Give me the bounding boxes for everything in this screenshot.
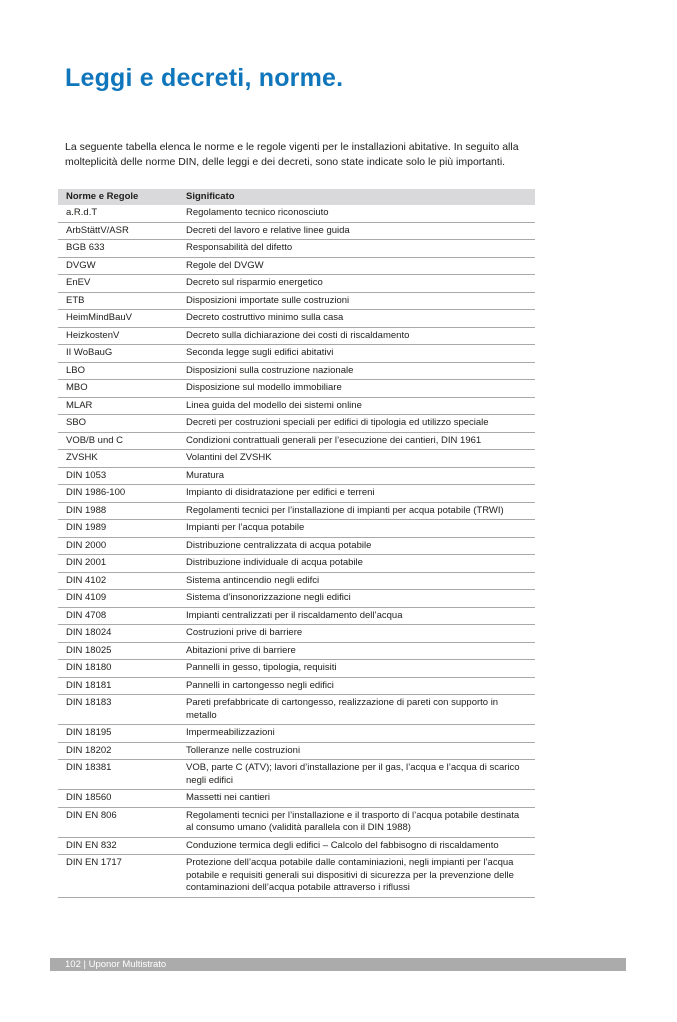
table-row <box>58 695 535 725</box>
norm-code-cell: HeimMindBauV <box>58 310 186 328</box>
norm-code-cell: DIN 4102 <box>58 572 186 590</box>
norm-code-cell: DIN 18560 <box>58 790 186 808</box>
norms-table-header <box>58 189 535 205</box>
norm-meaning-cell: Decreti del lavoro e relative linee guida <box>186 222 535 240</box>
norm-meaning-cell: Disposizioni sulla costruzione nazionale <box>186 362 535 380</box>
table-row <box>58 450 535 468</box>
table-row <box>58 310 535 328</box>
norm-meaning-cell: Impianti per l’acqua potabile <box>186 520 535 538</box>
norm-code-cell: ZVSHK <box>58 450 186 468</box>
norm-meaning-cell: VOB, parte C (ATV); lavori d’installazione per il gas, l’acqua e l’acqua di scarico negli edifici <box>186 760 535 790</box>
table-row <box>58 607 535 625</box>
page-title: Leggi e decreti, norme. <box>65 64 344 92</box>
norm-meaning-cell: Sistema antincendio negli edifci <box>186 572 535 590</box>
norm-meaning-cell: Decreto costruttivo minimo sulla casa <box>186 310 535 328</box>
table-row <box>58 362 535 380</box>
column-header-norme: Norme e Regole <box>58 189 186 205</box>
norm-code-cell: MLAR <box>58 397 186 415</box>
norm-meaning-cell: Pareti prefabbricate di cartongesso, realizzazione di pareti con supporto in metallo <box>186 695 535 725</box>
table-row <box>58 222 535 240</box>
norm-code-cell: LBO <box>58 362 186 380</box>
intro-paragraph: La seguente tabella elenca le norme e le regole vigenti per le installazioni abitative. In seguito alla molteplicità delle norme DIN, delle leggi e dei decreti, sono state indicate solo le più importanti. <box>65 141 519 168</box>
table-row <box>58 590 535 608</box>
table-row <box>58 327 535 345</box>
table-row <box>58 520 535 538</box>
table-row <box>58 625 535 643</box>
norm-code-cell: DIN 18180 <box>58 660 186 678</box>
norm-meaning-cell: Decreto sulla dichiarazione dei costi di riscaldamento <box>186 327 535 345</box>
norm-code-cell: BGB 633 <box>58 240 186 258</box>
table-row <box>58 677 535 695</box>
table-row <box>58 555 535 573</box>
norm-code-cell: DIN 1986-100 <box>58 485 186 503</box>
norm-code-cell: SBO <box>58 415 186 433</box>
norm-meaning-cell: Protezione dell’acqua potabile dalle contaminiazioni, negli impianti per l’acqua potabile e requisiti generali sui dispositivi di sicurezza per la prevenzione delle contaminazioni dell’acqua potabile attraverso i riflussi <box>186 855 535 898</box>
table-row <box>58 205 535 222</box>
norm-meaning-cell: Costruzioni prive di barriere <box>186 625 535 643</box>
table-row <box>58 572 535 590</box>
norm-meaning-cell: Responsabilità del difetto <box>186 240 535 258</box>
page-content <box>58 64 535 898</box>
column-header-significato: Significato <box>186 189 535 205</box>
table-row <box>58 397 535 415</box>
norm-code-cell: DIN 18202 <box>58 742 186 760</box>
norm-code-cell: DIN 4109 <box>58 590 186 608</box>
table-row <box>58 742 535 760</box>
norm-meaning-cell: Tolleranze nelle costruzioni <box>186 742 535 760</box>
norm-meaning-cell: Sistema d’insonorizzazione negli edifici <box>186 590 535 608</box>
norm-meaning-cell: Impianti centralizzati per il riscaldamento dell’acqua <box>186 607 535 625</box>
norm-meaning-cell: Conduzione termica degli edifici – Calcolo del fabbisogno di riscaldamento <box>186 837 535 855</box>
table-row <box>58 380 535 398</box>
norm-meaning-cell: Impianto di disidratazione per edifici e terreni <box>186 485 535 503</box>
table-row <box>58 790 535 808</box>
norm-meaning-cell: Regolamento tecnico riconosciuto <box>186 205 535 222</box>
norm-code-cell: DVGW <box>58 257 186 275</box>
norm-meaning-cell: Linea guida del modello dei sistemi online <box>186 397 535 415</box>
norm-code-cell: VOB/B und C <box>58 432 186 450</box>
norm-meaning-cell: Distribuzione individuale di acqua potabile <box>186 555 535 573</box>
norm-code-cell: DIN 2000 <box>58 537 186 555</box>
norm-code-cell: DIN 4708 <box>58 607 186 625</box>
norms-table <box>58 189 535 898</box>
norm-meaning-cell: Pannelli in gesso, tipologia, requisiti <box>186 660 535 678</box>
norm-code-cell: II WoBauG <box>58 345 186 363</box>
table-row <box>58 257 535 275</box>
norm-code-cell: HeizkostenV <box>58 327 186 345</box>
table-row <box>58 642 535 660</box>
norm-code-cell: MBO <box>58 380 186 398</box>
table-row <box>58 660 535 678</box>
norm-meaning-cell: Condizioni contrattuali generali per l’esecuzione dei cantieri, DIN 1961 <box>186 432 535 450</box>
table-row <box>58 855 535 898</box>
table-row <box>58 502 535 520</box>
norm-code-cell: DIN 18024 <box>58 625 186 643</box>
norm-meaning-cell: Regolamenti tecnici per l’installazione e il trasporto di l’acqua potabile destinata al consumo umano (validità parallela con il DIN 1988) <box>186 807 535 837</box>
norms-table-body <box>58 205 535 897</box>
norm-code-cell: DIN 1988 <box>58 502 186 520</box>
norm-code-cell: DIN EN 806 <box>58 807 186 837</box>
norm-code-cell: ArbStättV/ASR <box>58 222 186 240</box>
norm-meaning-cell: Seconda legge sugli edifici abitativi <box>186 345 535 363</box>
norm-meaning-cell: Massetti nei cantieri <box>186 790 535 808</box>
page-footer <box>50 958 626 971</box>
table-row <box>58 240 535 258</box>
norm-code-cell: EnEV <box>58 275 186 293</box>
norm-meaning-cell: Disposizioni importate sulle costruzioni <box>186 292 535 310</box>
header-row <box>58 189 535 205</box>
norm-code-cell: DIN 18195 <box>58 725 186 743</box>
norm-code-cell: DIN 18025 <box>58 642 186 660</box>
norm-meaning-cell: Pannelli in cartongesso negli edifici <box>186 677 535 695</box>
table-row <box>58 275 535 293</box>
table-row <box>58 807 535 837</box>
norm-meaning-cell: Regolamenti tecnici per l’installazione di impianti per acqua potabile (TRWI) <box>186 502 535 520</box>
norm-code-cell: DIN 18381 <box>58 760 186 790</box>
table-row <box>58 292 535 310</box>
footer-text: 102 | Uponor Multistrato <box>65 959 167 970</box>
table-row <box>58 345 535 363</box>
table-row <box>58 537 535 555</box>
norm-code-cell: DIN EN 1717 <box>58 855 186 898</box>
norm-meaning-cell: Impermeabilizzazioni <box>186 725 535 743</box>
norm-code-cell: DIN 1989 <box>58 520 186 538</box>
norm-meaning-cell: Regole del DVGW <box>186 257 535 275</box>
norm-code-cell: DIN 18181 <box>58 677 186 695</box>
norm-code-cell: DIN 18183 <box>58 695 186 725</box>
norm-code-cell: a.R.d.T <box>58 205 186 222</box>
table-row <box>58 485 535 503</box>
norm-code-cell: DIN 2001 <box>58 555 186 573</box>
norm-meaning-cell: Distribuzione centralizzata di acqua potabile <box>186 537 535 555</box>
table-row <box>58 725 535 743</box>
table-row <box>58 432 535 450</box>
table-row <box>58 467 535 485</box>
norm-meaning-cell: Volantini del ZVSHK <box>186 450 535 468</box>
table-row <box>58 837 535 855</box>
norm-meaning-cell: Muratura <box>186 467 535 485</box>
norm-meaning-cell: Abitazioni prive di barriere <box>186 642 535 660</box>
norm-meaning-cell: Decreti per costruzioni speciali per edifici di tipologia ed utilizzo speciale <box>186 415 535 433</box>
table-row <box>58 760 535 790</box>
norm-code-cell: DIN EN 832 <box>58 837 186 855</box>
norm-meaning-cell: Disposizione sul modello immobiliare <box>186 380 535 398</box>
norm-code-cell: ETB <box>58 292 186 310</box>
norm-code-cell: DIN 1053 <box>58 467 186 485</box>
norm-meaning-cell: Decreto sul risparmio energetico <box>186 275 535 293</box>
table-row <box>58 415 535 433</box>
